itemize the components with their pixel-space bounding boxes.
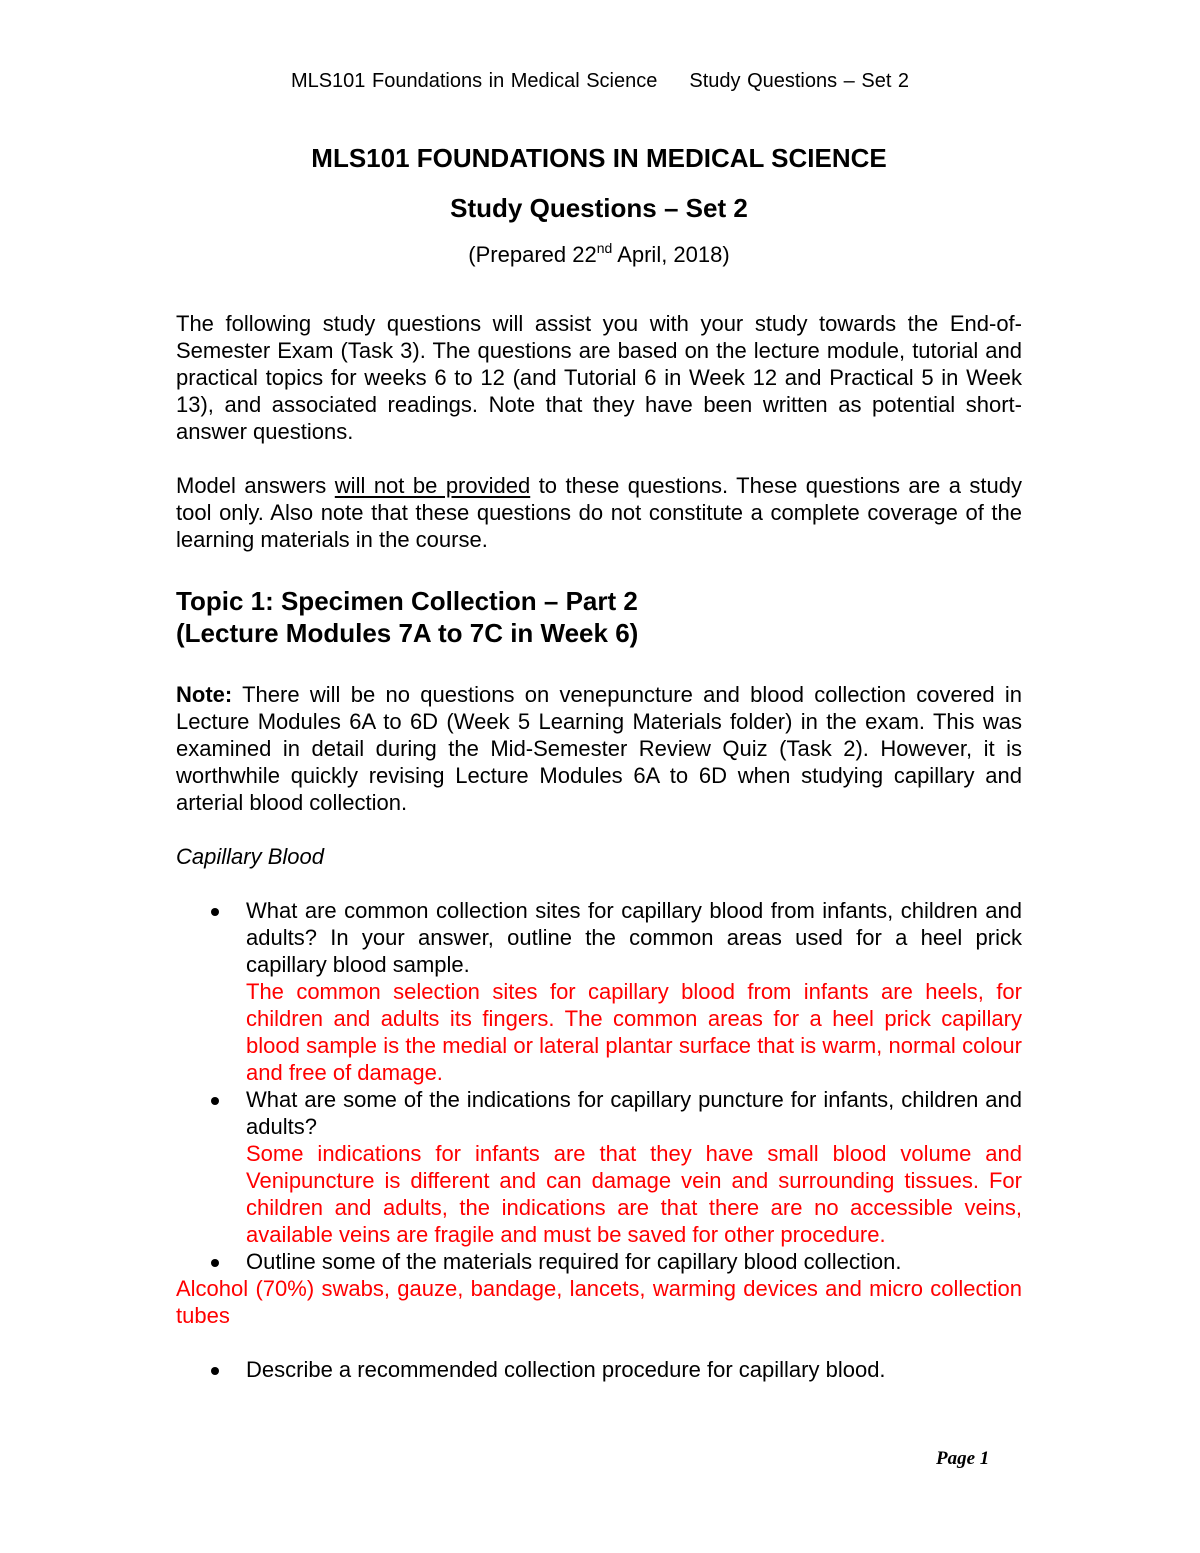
question-text: What are some of the indications for capillary puncture for infants, children and adults?	[246, 1087, 1022, 1139]
bullet-icon	[211, 1097, 219, 1105]
answer-text: Some indications for infants are that they have small blood volume and Venipuncture is different and can damage vein and surrounding tissues. For children and adults, the indications are that there are no accessible veins, available veins are fragile and must be saved for other procedure.	[246, 1141, 1022, 1247]
list-item	[176, 897, 1022, 1086]
prepared-after: April, 2018)	[612, 242, 730, 267]
intro-paragraph: The following study questions will assist you with your study towards the End-of-Semester Exam (Task 3). The questions are based on the lecture module, tutorial and practical topics for weeks 6 to 12 (and Tutorial 6 in Week 12 and Practical 5 in Week 13), and associated readings. Note that they have been written as potential short-answer questions.	[176, 311, 1022, 444]
note-paragraph	[176, 681, 1022, 816]
bullet-icon	[211, 1367, 219, 1375]
answer-text: The common selection sites for capillary blood from infants are heels, for children and adults its fingers. The common areas for a heel prick capillary blood sample is the medial or lateral plantar surface that is warm, normal colour and free of damage.	[246, 979, 1022, 1085]
model-after: to these questions. These questions are a study tool only. Also note that these questions do not constitute a complete coverage of the learning materials in the course.	[176, 473, 1022, 552]
list-item	[176, 1086, 1022, 1248]
document-subtitle: Study Questions – Set 2	[450, 193, 748, 223]
header-course: MLS101 Foundations in Medical Science	[290, 70, 658, 92]
question-text: Describe a recommended collection procedure for capillary blood.	[246, 1357, 886, 1382]
prepared-date	[176, 240, 1022, 270]
document-title: MLS101 FOUNDATIONS IN MEDICAL SCIENCE	[311, 143, 887, 173]
topic-line-2: (Lecture Modules 7A to 7C in Week 6)	[176, 618, 639, 648]
page-number: Page 1	[936, 1448, 990, 1469]
question-list	[176, 897, 1022, 1275]
document-body	[176, 140, 1022, 1383]
question-text: What are common collection sites for capillary blood from infants, children and adults? In your answer, outline the common areas used for a heel prick capillary blood sample.	[246, 898, 1022, 977]
question-list-2	[176, 1356, 1022, 1383]
bullet-icon	[211, 908, 219, 916]
topic-heading	[176, 585, 1022, 649]
note-label: Note:	[176, 682, 233, 707]
list-item	[176, 1248, 1022, 1275]
prepared-sup: nd	[596, 240, 613, 256]
model-before: Model answers	[176, 473, 335, 498]
materials-answer: Alcohol (70%) swabs, gauze, bandage, lancets, warming devices and micro collection tubes	[176, 1276, 1022, 1328]
list-item	[176, 1356, 1022, 1383]
prepared-before: (Prepared 22	[468, 242, 597, 267]
model-answers-paragraph	[176, 472, 1022, 553]
topic-line-1: Topic 1: Specimen Collection – Part 2	[176, 586, 638, 616]
model-underlined: will not be provided	[334, 473, 531, 498]
section-capillary-blood: Capillary Blood	[176, 844, 324, 869]
question-text: Outline some of the materials required for capillary blood collection.	[246, 1249, 902, 1274]
header-set: Study Questions – Set 2	[689, 70, 910, 92]
bullet-icon	[211, 1259, 219, 1267]
running-header	[0, 70, 1200, 93]
note-text: There will be no questions on venepuncture and blood collection covered in Lecture Modules 6A to 6D (Week 5 Learning Materials folder) in the exam. This was examined in detail during the Mid-Semester Review Quiz (Task 2). However, it is worthwhile quickly revising Lecture Modules 6A to 6D when studying capillary and arterial blood collection.	[176, 682, 1022, 815]
